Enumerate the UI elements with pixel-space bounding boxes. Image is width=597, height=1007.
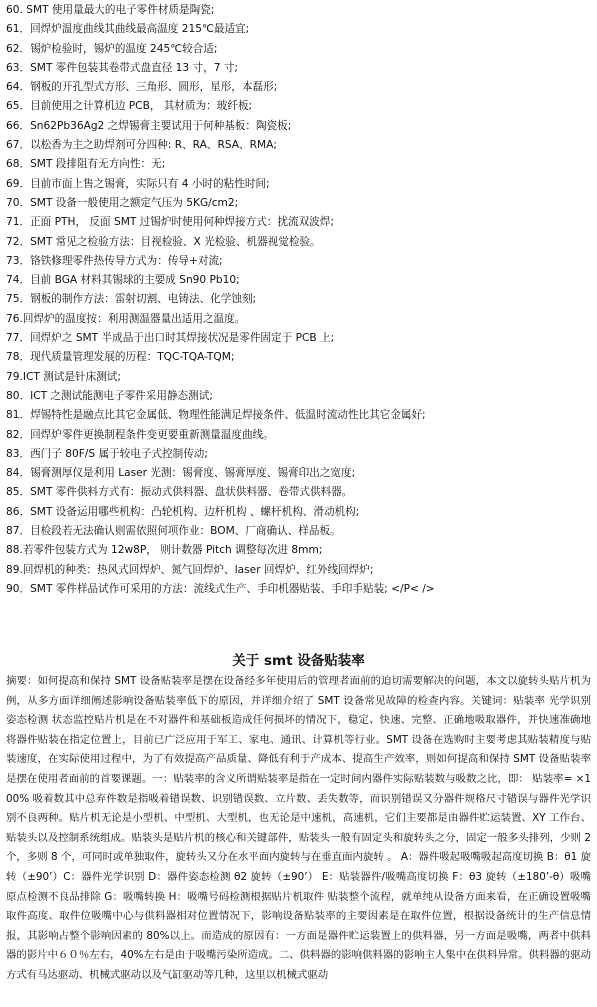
- list-item: 65．目前使用之计算机边 PCB， 其材质为：玻纤板;: [6, 100, 253, 113]
- abstract-paragraph: 摘要：如何提高和保持 SMT 设备贴装率是摆在设备经多年使用后的管理者面前的迫切需要解决的问题，本文以旋转头贴片机为例，从多方面详细阐述影响设备贴装率低下的原因，并详细介绍了 SMT 设备常见故障的检查内容。关键词：贴装率 光学识别 姿态检测 状态监控贴片机是在不对器件和基础板造成任何损坏的情况下，稳定、快速、完整、正确地吸取器件，并快速准确地将器件贴装在指定位置上，目前已广泛应用于军工、家电、通讯、计算机等行业。SMT 设备在选购时主要考虑其贴装精度与贴装速度，在实际使用过程中，为了有效提高产品质量、降低有利于产成本、提高生产效率，则如何提高和保持 SMT 设备贴装率是摆在使用者面前的首要课题。一：贴装率的含义所谓贴装率是指在一定时间内器件实际贴装数与吸数之比，即： 贴装率= ×100% 吸着数其中总弃件数是指吸着错误数、识别错误数、立片数、丢失数等，而识别错误又分器件规格尺寸错误与器件光学识别不良两种。贴片机无论是小型机、中型机、大型机，也无论是中速机，高速机，它们主要都是由器件贮运装置、XY 工作台、贴装头以及控制系统组成。贴装头是贴片机的核心和关键部件，贴装头一般有固定头和旋转头之分，固定一般多头排列，少则 2 个，多则 8 个，可同时或单独取件，旋转头又分在水平面内旋转与在垂直面内旋转 。 A：器件吸起吸嘴吸起高度切换 B：θ1 旋转（±90’）C：器件光学识别 D：器件姿态检测 θ2 旋转（±90’） E：贴装器件/吸嘴高度切换 F：θ3 旋转（±180’-θ）吸嘴原点检测不良品排除 G：吸嘴转换 H：吸嘴号码检测根据贴片机取件 贴装整个流程，就单纯从设备方面来看，在正确设置吸嘴取件高度、取件位吸嘴中心与供料器相对位置情况下，影响设备贴装率的主要因素是在取件位置，根据设备统计的生产信息情报，其影响占整个影响因素的 80%以上。而造成的原因有：一方面是器件贮运装置上的供料器，另一方面是吸嘴，两者中供料器的影片中６０％左右，40%左右是由于吸嘴污染所造成。二、供料器的影响供料器的影响主人集中在供料异常。供料器的驱动方式有马达驱动、机械式驱动以及气缸驱动等几种，这里以机械式驱动: [6, 675, 591, 981]
- list-item: 69．目前市面上售之锡膏，实际只有 4 小时的粘性时间;: [6, 177, 270, 190]
- list-item: 60. SMT 使用量最大的电子零件材质是陶瓷;: [6, 4, 215, 16]
- list-item: 81．焊锡特性是融点比其它金属低、物理性能满足焊接条件、低温时流动性比其它金属好;: [6, 409, 426, 422]
- list-item: 86．SMT 设备运用哪些机构：凸轮机构、边杆机构 、螺杆机构、滑动机构;: [6, 505, 360, 518]
- qa-list: [6, 1, 594, 599]
- section-title: 关于 smt 设备贴装率: [232, 653, 365, 669]
- list-item: 63．SMT 零件包装其卷带式盘直径 13 寸，7 寸;: [6, 61, 238, 74]
- list-item: 83．西门子 80F/S 属于较电子式控制传动;: [6, 447, 208, 460]
- list-item: 85．SMT 零件供料方式有：振动式供料器、盘状供料器、卷带式供料器。: [6, 486, 353, 499]
- list-item: 71．正面 PTH， 反面 SMT 过锡炉时使用何种焊接方式：扰流双波焊;: [6, 216, 334, 229]
- list-item: 88.若零件包装方式为 12w8P， 则计数器 Pitch 调整每次进 8mm;: [6, 544, 323, 557]
- list-item: 90．SMT 零件样品试作可采用的方法：流线式生产、手印机器贴装、手印手贴装; </P< />: [6, 582, 435, 595]
- list-item: 72．SMT 常见之检验方法：目视检验、X 光检验、机器视觉检验。: [6, 235, 321, 248]
- list-item: 74．目前 BGA 材料其锡球的主要成 Sn90 Pb10;: [6, 274, 240, 287]
- list-item: 73．铬铁修理零件热传导方式为：传导+对流;: [6, 254, 223, 267]
- list-item: 77．回焊炉之 SMT 半成品于出口时其焊接状况是零件固定于 PCB 上;: [6, 332, 335, 345]
- list-item: 67．以松香为主之助焊剂可分四种: R、RA、RSA、RMA;: [6, 139, 277, 152]
- list-item: 66．Sn62Pb36Ag2 之焊锡膏主要试用于何种基板：陶瓷板;: [6, 119, 292, 132]
- list-item: 75．钢板的制作方法：雷射切割、电铸法、化学蚀刻;: [6, 293, 257, 306]
- list-item: 78．现代质量管理发展的历程：TQC-TQA-TQM;: [6, 351, 235, 364]
- list-item: 89.回焊机的种类：热风式回焊炉、氮气回焊炉、laser 回焊炉、红外线回焊炉;: [6, 563, 374, 576]
- list-item: 64．钢板的开孔型式方形、三角形、圆形，星形，本磊形;: [6, 81, 278, 94]
- list-item: 80．ICT 之测试能测电子零件采用静态测试;: [6, 389, 213, 402]
- list-item: 87．目检段若无法确认则需依照何项作业：BOM、厂商确认、样品板。: [6, 525, 341, 538]
- list-item: 84．锡膏测厚仪是利用 Laser 光测：锡膏度、锡膏厚度、锡膏印出之宽度;: [6, 467, 356, 480]
- list-item: 79.ICT 测试是针床测试;: [6, 370, 121, 383]
- list-item: 68．SMT 段排阻有无方向性：无;: [6, 158, 166, 171]
- list-item: 61．回焊炉温度曲线其曲线最高温度 215℃最适宜;: [6, 23, 250, 36]
- list-item: 76.回焊炉的温度按：利用测温器量出适用之温度。: [6, 312, 246, 325]
- list-item: 62．锡炉检验时，锡炉的温度 245℃较合适;: [6, 42, 218, 55]
- list-item: 70．SMT 设备一般使用之额定气压为 5KG/cm2;: [6, 196, 239, 209]
- list-item: 82．回焊炉零件更换制程条件变更要重新测量温度曲线。: [6, 428, 274, 441]
